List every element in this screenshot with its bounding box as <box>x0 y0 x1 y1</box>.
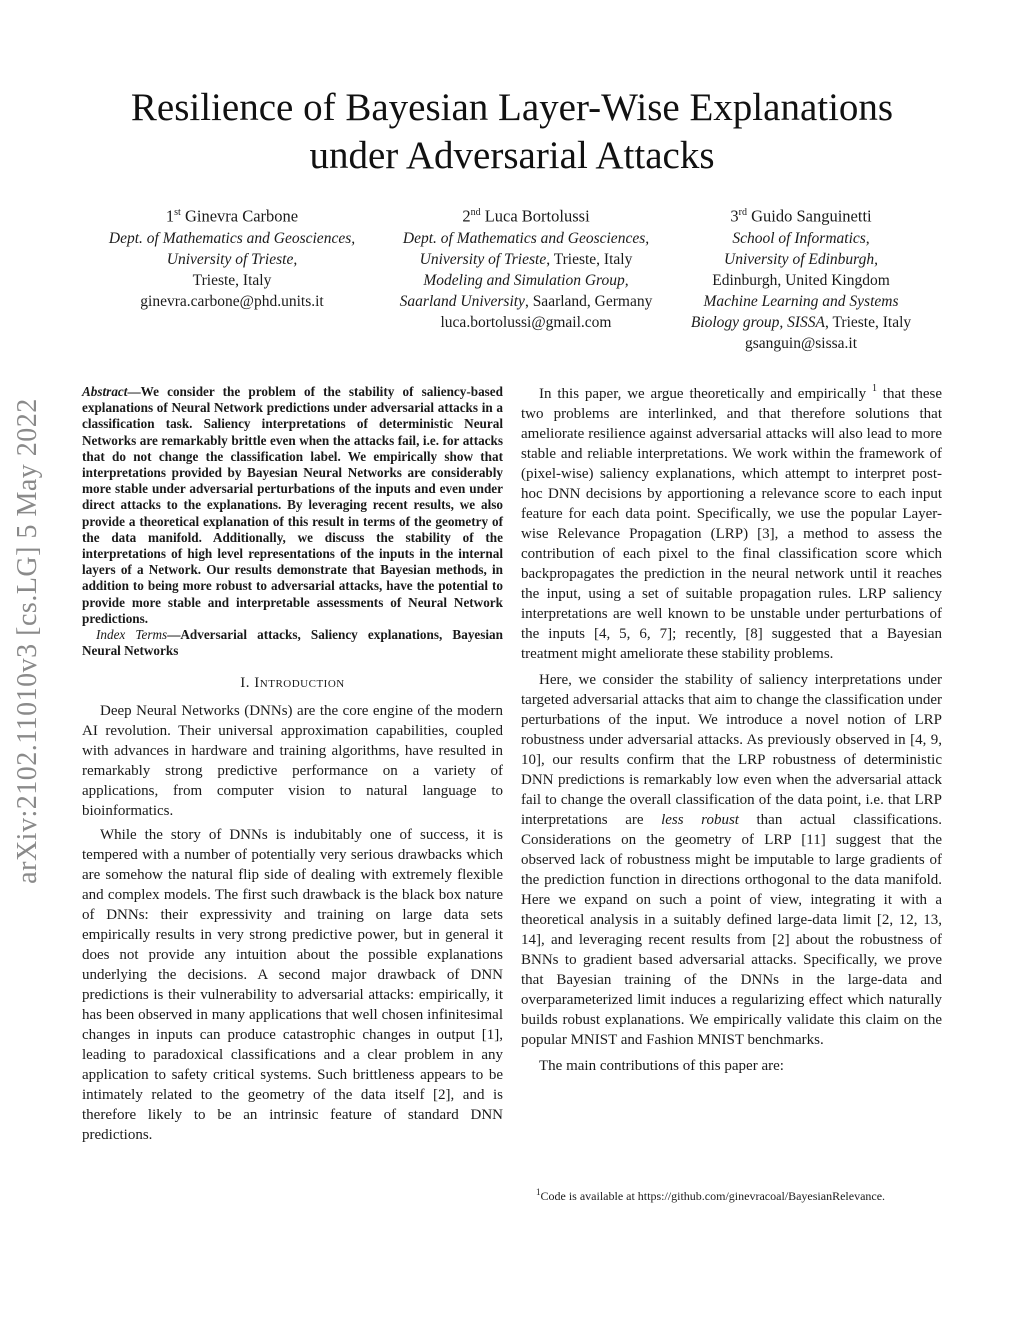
author-name: Guido Sanguinetti <box>751 206 872 226</box>
body-paragraph: The main contributions of this paper are: <box>539 1058 784 1074</box>
author-affiliation: Modeling and Simulation Group, <box>423 271 629 289</box>
author-location: Trieste, Italy <box>192 271 272 289</box>
author-block-3 <box>670 202 932 354</box>
author-affiliation: University of Trieste, Trieste, Italy <box>419 250 633 268</box>
index-terms-label: Index Terms <box>96 627 168 643</box>
author-email: ginevra.carbone@phd.units.it <box>140 292 324 310</box>
author-block-2 <box>375 202 677 333</box>
left-column <box>82 384 503 1145</box>
abstract-text: —We consider the problem of the stability of saliency-based explanations of Neural Network predictions under adversarial attacks in a classification task. Saliency interpretations of deterministic Neural Networks are remarkably brittle even when the attacks fail, i.e. for attacks that do not change the classification label. We empirically show that interpretations provided by Bayesian Neural Networks are considerably more stable under adversarial perturbations of the inputs and even under direct attacks to the explanations. By leveraging recent results, we also provide a theoretical explanation of this result in terms of the geometry of the data manifold. Additionally, we discuss the stability of the interpretations of high level representations of the inputs in the internal layers of a Network. Our results demonstrate that Bayesian methods, in addition to being more robust to adversarial attacks, have the potential to provide more stable and interpretable assessments of Neural Network predictions. <box>82 384 503 626</box>
abstract-label: Abstract <box>82 384 128 399</box>
title-line-1: Resilience of Bayesian Layer-Wise Explanations <box>130 86 894 129</box>
body-paragraph: While the story of DNNs is indubitably one of success, it is tempered with a number of potentially very serious drawbacks which are somehow the natural flip side of dealing with extremely flexible and complex models. The first such drawback is the black box nature of DNNs: their expressivity and training on large data sets empirically results in very strong predictive power, but in general it does not provide any intuition about the possible explanations underlying the decisions. A second major drawback of DNN predictions is their vulnerability to adversarial attacks: empirically, it has been observed in many applications that well chosen infinitesimal changes in inputs can produce catastrophic changes in output [1], leading to paradoxical classifications and a clear problem in any application to safety critical systems. Such brittleness appears to be intimately related to the geometry of the data itself [2], and is therefore likely to be an intrinsic feature of standard DNN predictions. <box>82 827 503 1144</box>
author-affiliation: School of Informatics, <box>732 229 870 247</box>
author-name-line: 2nd Luca Bortolussi <box>462 206 590 226</box>
section-heading: I. Introduction <box>240 675 345 692</box>
author-affiliation: Dept. of Mathematics and Geosciences, <box>108 229 356 247</box>
index-terms-text: —Adversarial attacks, Saliency explanations, Bayesian Neural Networks <box>82 627 503 659</box>
author-name-line: 3rd Guido Sanguinetti <box>730 206 872 226</box>
author-affiliation: Biology group, SISSA, Trieste, Italy <box>690 313 912 331</box>
author-affiliation: University of Edinburgh, <box>724 250 878 268</box>
body-paragraph: In this paper, we argue theoretically and empirically $^1$ that these two problems are interlinked, and that therefore solutions that ameliorate resilience against adversarial attacks will also lead to more stable and reliable interpretations. We work within the framework of (pixel-wise) saliency explanations, which attempt to interpret post-hoc DNN decisions by apportioning a relevance score to each input feature for each data point. Specifically, we use the popular Layer-wise Relevance Propagation (LRP) [3], a method to assess the contribution of each pixel to the final classification score which backpropagates the prediction in the neural network until it reaches the input, using a set of suitable propagation rules. LRP saliency interpretations are well known to be unstable under perturbations of the inputs [4, 5, 6, 7]; recently, [8] suggested that a Bayesian treatment might ameliorate these stability problems. <box>521 383 942 662</box>
arxiv-identifier: arXiv:2102.11010v3 [cs.LG] 5 May 2022 <box>12 398 43 884</box>
footnote-marker: 1 <box>871 383 877 394</box>
author-affiliation: Machine Learning and Systems <box>703 292 899 310</box>
author-location: Edinburgh, United Kingdom <box>712 271 890 289</box>
author-name-line: 1st Ginevra Carbone <box>165 206 299 226</box>
body-paragraph: Here, we consider the stability of saliency interpretations under targeted adversarial attacks that aim to change the classification under perturbations of the input. We introduce a novel notion of LRP robustness under adversarial attacks. As previously observed in [4, 9, 10], our results confirm that the LRP robustness of deterministic DNN predictions is remarkably low even when the adversarial attack fail to change the overall classification of the data point, i.e. that LRP interpretations are less robust than actual classifications. Considerations on the geometry of LRP [11] suggest that the observed lack of robustness might be imputable to large gradients of the prediction function in directions orthogonal to the data manifold. Here we expand on such a point of view, integrating it with a theoretical analysis in a suitably defined large-data limit [2, 12, 13, 14], and leveraging recent results from [2] about the robustness of BNNs to gradient based adversarial attacks. Specifically, we prove that Bayesian training of the DNNs in the large-data and overparameterized limit induces a regularizing effect which naturally builds robust explanations. We empirically validate this claim on the popular MNIST and Fashion MNIST benchmarks. <box>521 672 943 1048</box>
title-line-2: under Adversarial Attacks <box>309 134 715 177</box>
author-name: Luca Bortolussi <box>484 206 590 226</box>
abstract <box>82 384 503 627</box>
author-name: Ginevra Carbone <box>184 206 299 226</box>
footnote-text: Code is available at https://github.com/ginevracoal/BayesianRelevance. <box>540 1189 886 1203</box>
right-column <box>521 384 942 1076</box>
author-email: luca.bortolussi@gmail.com <box>440 313 612 331</box>
footnote <box>536 1184 956 1204</box>
footnote-mark: 1 <box>536 1187 541 1197</box>
paper-title <box>60 84 964 180</box>
author-affiliation: Dept. of Mathematics and Geosciences, <box>402 229 650 247</box>
author-email: gsanguin@sissa.it <box>744 334 857 352</box>
author-affiliation: University of Trieste, <box>166 250 298 268</box>
author-affiliation: Saarland University, Saarland, Germany <box>399 292 653 310</box>
author-block-1 <box>82 202 382 312</box>
body-paragraph: Deep Neural Networks (DNNs) are the core engine of the modern AI revolution. Their universal approximation capabilities, coupled with advances in hardware and training algorithms, have resulted in remarkably strong predictive performance on a variety of applications, from computer vision to natural language to bioinformatics. <box>82 703 503 820</box>
index-terms <box>82 627 503 659</box>
